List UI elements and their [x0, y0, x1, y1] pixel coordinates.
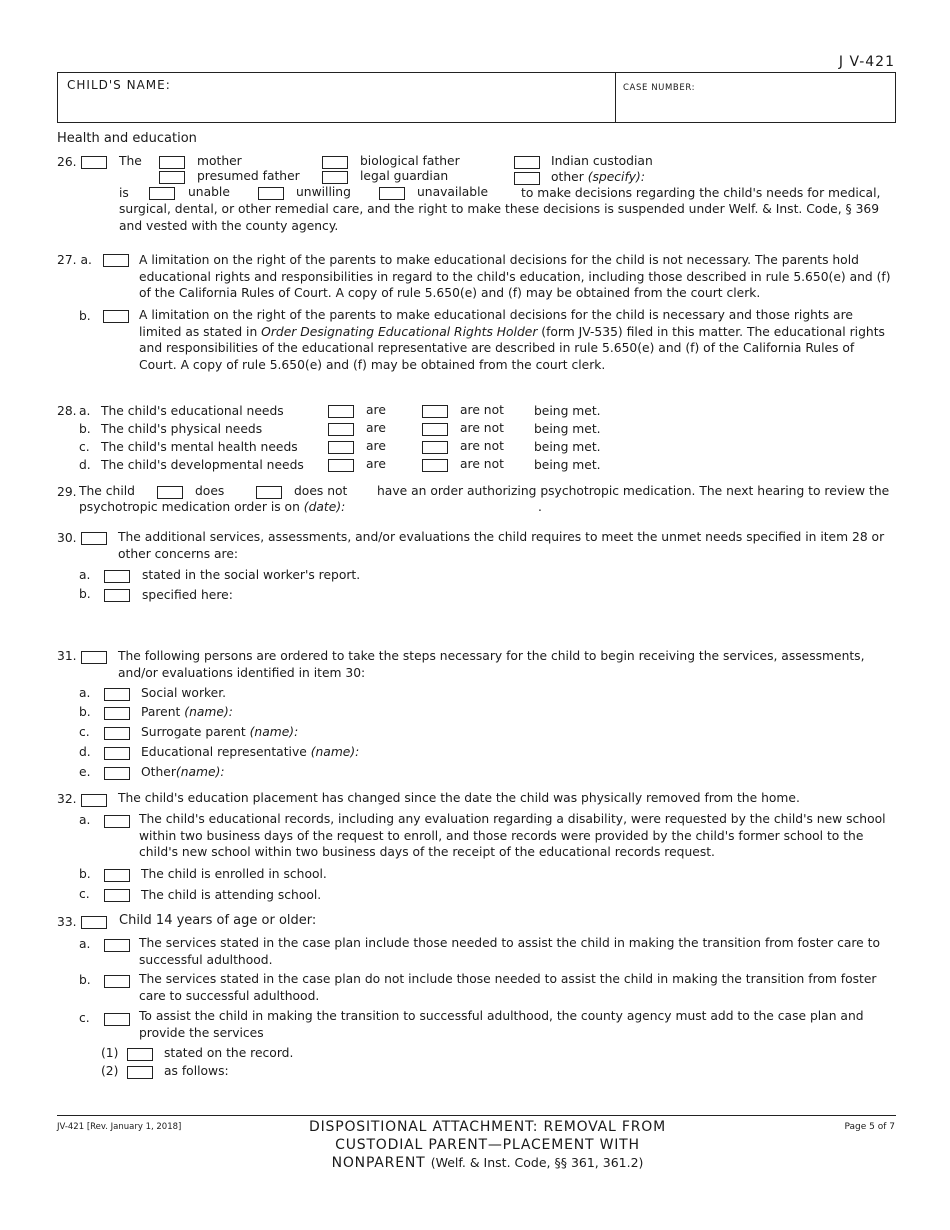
item-30b-text: specified here: [142, 588, 233, 602]
need-label: The child's developmental needs [101, 458, 304, 472]
item-letter: b. [79, 973, 91, 987]
unable-label: unable [188, 185, 230, 199]
are-not-label: are not [460, 421, 504, 435]
does-not-checkbox[interactable] [256, 486, 282, 499]
item-letter: a. [79, 568, 91, 582]
parent-checkbox[interactable] [104, 707, 130, 720]
footer-title-line3: NONPARENT (Welf. & Inst. Code, §§ 361, 361.2) [331, 1155, 644, 1171]
does-checkbox[interactable] [157, 486, 183, 499]
revision-date: JV-421 [Rev. January 1, 2018] [57, 1122, 182, 1132]
item-33-checkbox[interactable] [81, 916, 107, 929]
item-32b-checkbox[interactable] [104, 869, 130, 882]
item-letter: a. [79, 813, 91, 827]
are-not-label: are not [460, 403, 504, 417]
are-label: are [366, 403, 386, 417]
are-checkbox[interactable] [328, 423, 354, 436]
item-33b-text: The services stated in the case plan do not include those needed to assist the child in making the transition from foster care to successful adulthood. [139, 972, 877, 1003]
item-32-checkbox[interactable] [81, 794, 107, 807]
item-33c2-checkbox[interactable] [127, 1066, 153, 1079]
are-label: are [366, 457, 386, 471]
item-letter: e. [79, 765, 91, 779]
person-label: Parent (name): [141, 705, 233, 719]
being-met-label: being met. [534, 404, 601, 418]
page-number: Page 5 of 7 [844, 1122, 895, 1132]
educational-representative-checkbox[interactable] [104, 747, 130, 760]
case-number-label: CASE NUMBER: [623, 83, 696, 93]
date-label: (date): [303, 500, 346, 514]
item-30a-text: stated in the social worker's report. [142, 568, 361, 582]
item-number: 33. [57, 915, 77, 929]
item-number: 31. [57, 649, 77, 663]
the-label: The [119, 154, 142, 168]
item-33c1-checkbox[interactable] [127, 1048, 153, 1061]
person-label: Educational representative (name): [141, 745, 360, 759]
item-32c-text: The child is attending school. [141, 888, 322, 902]
item-32a-checkbox[interactable] [104, 815, 130, 828]
item-32-text: The child's education placement has changed since the date the child was physically removed from the home. [118, 791, 800, 805]
item-letter: b. [79, 705, 91, 719]
footer-statute: (Welf. & Inst. Code, §§ 361, 361.2) [430, 1155, 644, 1170]
form-id: J V-421 [838, 54, 895, 70]
sub-number: (1) [101, 1046, 119, 1060]
other-person-checkbox[interactable] [104, 767, 130, 780]
are-label: are [366, 439, 386, 453]
caption-header [57, 72, 896, 123]
unwilling-label: unwilling [296, 185, 351, 199]
specify-label: (specify): [587, 170, 645, 184]
item-27a-text: A limitation on the right of the parents to make educational decisions for the child is not necessary. The parents hold educational rights and responsibilities in regard to the child's education, including those described in rule 5.650(e) and (f) of the California Rules of Court. A copy of rule 5.650(e) and (f) may be obtained from the court clerk. [139, 253, 891, 300]
item-33c1-text: stated on the record. [164, 1046, 294, 1060]
item-number: 26. [57, 155, 77, 169]
childs-name-label: CHILD'S NAME: [67, 78, 171, 92]
item-33c-text: To assist the child in making the transition to successful adulthood, the county agency must add to the case plan and provide the services [139, 1009, 864, 1040]
item-letter: b. [79, 867, 91, 881]
footer-title-line1: DISPOSITIONAL ATTACHMENT: REMOVAL FROM [309, 1119, 666, 1135]
are-not-checkbox[interactable] [422, 405, 448, 418]
biological-father-checkbox[interactable] [322, 156, 348, 169]
item-33a-checkbox[interactable] [104, 939, 130, 952]
header-divider [615, 73, 616, 122]
item-26-text-line3: and vested with the county agency. [119, 219, 339, 233]
biological-father-label: biological father [360, 154, 460, 168]
being-met-label: being met. [534, 440, 601, 454]
item-33c-checkbox[interactable] [104, 1013, 130, 1026]
unavailable-checkbox[interactable] [379, 187, 405, 200]
item-letter: c. [79, 887, 90, 901]
unable-checkbox[interactable] [149, 187, 175, 200]
item-number: 28. [57, 404, 77, 418]
does-label: does [195, 484, 225, 498]
being-met-label: being met. [534, 458, 601, 472]
item-27a-checkbox[interactable] [103, 254, 129, 267]
indian-custodian-checkbox[interactable] [514, 156, 540, 169]
item-30b-checkbox[interactable] [104, 589, 130, 602]
person-label: Social worker. [141, 686, 227, 700]
presumed-father-checkbox[interactable] [159, 171, 185, 184]
item-letter: d. [79, 745, 91, 759]
are-not-checkbox[interactable] [422, 423, 448, 436]
social-worker-checkbox[interactable] [104, 688, 130, 701]
item-letter: a. [79, 937, 91, 951]
need-label: The child's mental health needs [101, 440, 298, 454]
does-not-label: does not [294, 484, 348, 498]
section-title: Health and education [57, 131, 197, 146]
need-label: The child's educational needs [101, 404, 284, 418]
item-number: 30. [57, 531, 77, 545]
mother-label: mother [197, 154, 242, 168]
is-label: is [119, 186, 129, 200]
item-33c2-text: as follows: [164, 1064, 229, 1078]
item-letter: c. [79, 440, 90, 454]
need-label: The child's physical needs [101, 422, 263, 436]
item-33a-text: The services stated in the case plan include those needed to assist the child in making the transition from foster care to successful adulthood. [139, 936, 880, 967]
item-29-text: have an order authorizing psychotropic medication. The next hearing to review the [377, 484, 890, 498]
are-not-label: are not [460, 439, 504, 453]
item-32c-checkbox[interactable] [104, 889, 130, 902]
item-30-checkbox[interactable] [81, 532, 107, 545]
are-not-checkbox[interactable] [422, 441, 448, 454]
item-26-text-line1: to make decisions regarding the child's needs for medical, [521, 186, 881, 200]
item-letter: b. [79, 422, 91, 436]
item-letter: c. [79, 1011, 90, 1025]
item-32a-text: The child's educational records, including any evaluation regarding a disability, were requested by the child's new school within two business days of the request to enroll, and those records were provided by the child's former school to the child's new school within two business days of the receipt of the educational records request. [139, 812, 886, 859]
person-label: Other(name): [141, 765, 225, 779]
form-title-reference: Order Designating Educational Rights Holder [261, 324, 538, 339]
item-letter: c. [79, 725, 90, 739]
person-label: Surrogate parent (name): [141, 725, 299, 739]
presumed-father-label: presumed father [197, 169, 300, 183]
are-checkbox[interactable] [328, 459, 354, 472]
surrogate-parent-checkbox[interactable] [104, 727, 130, 740]
are-label: are [366, 421, 386, 435]
indian-custodian-label: Indian custodian [551, 154, 653, 168]
period: . [538, 500, 542, 514]
item-31-text: The following persons are ordered to take the steps necessary for the child to begin receiving the services, assessments, and/or evaluations identified in item 30: [118, 649, 865, 680]
item-31-checkbox[interactable] [81, 651, 107, 664]
item-number: 29. [57, 485, 77, 499]
item-letter: b. [79, 309, 91, 323]
mother-checkbox[interactable] [159, 156, 185, 169]
item-30a-checkbox[interactable] [104, 570, 130, 583]
item-33b-checkbox[interactable] [104, 975, 130, 988]
footer-rule [57, 1115, 896, 1116]
item-30-text: The additional services, assessments, and/or evaluations the child requires to meet the unmet needs specified in item 28 or other concerns are: [118, 530, 885, 561]
being-met-label: being met. [534, 422, 601, 436]
legal-guardian-checkbox[interactable] [322, 171, 348, 184]
other-label: other (specify): [551, 170, 645, 184]
item-33-title: Child 14 years of age or older: [119, 913, 317, 928]
item-27b-text: A limitation on the right of the parents to make educational decisions for the child is necessary and those rights are limited as stated in Order Designating Educational Rights Holder (form JV-535) filed in this matter. The educational rights and responsibilities of the educational representative are described in rule 5.650(e) and (f) of the California Rules of Court. A copy of rule 5.650(e) and (f) may be obtained from the court clerk. [139, 308, 885, 372]
are-not-label: are not [460, 457, 504, 471]
other-checkbox[interactable] [514, 172, 540, 185]
item-letter: d. [79, 458, 91, 472]
the-child-label: The child [79, 484, 135, 498]
item-27b-checkbox[interactable] [103, 310, 129, 323]
sub-number: (2) [101, 1064, 119, 1078]
item-26-checkbox[interactable] [81, 156, 107, 169]
item-letter: a. [79, 404, 91, 418]
footer-title-line2: CUSTODIAL PARENT—PLACEMENT WITH [335, 1137, 640, 1153]
item-32b-text: The child is enrolled in school. [141, 867, 327, 881]
item-26-text-line2: surgical, dental, or other remedial care, and the right to make these decisions is suspended under Welf. & Inst. Code, § 369 [119, 202, 880, 216]
item-letter: a. [79, 686, 91, 700]
legal-guardian-label: legal guardian [360, 169, 449, 183]
item-number: 27. a. [57, 253, 92, 267]
unavailable-label: unavailable [417, 185, 489, 199]
item-29-text-line2: psychotropic medication order is on (date): [79, 500, 346, 514]
item-number: 32. [57, 792, 77, 806]
are-not-checkbox[interactable] [422, 459, 448, 472]
unwilling-checkbox[interactable] [258, 187, 284, 200]
item-letter: b. [79, 587, 91, 601]
footer-title [255, 1118, 720, 1172]
are-checkbox[interactable] [328, 405, 354, 418]
are-checkbox[interactable] [328, 441, 354, 454]
